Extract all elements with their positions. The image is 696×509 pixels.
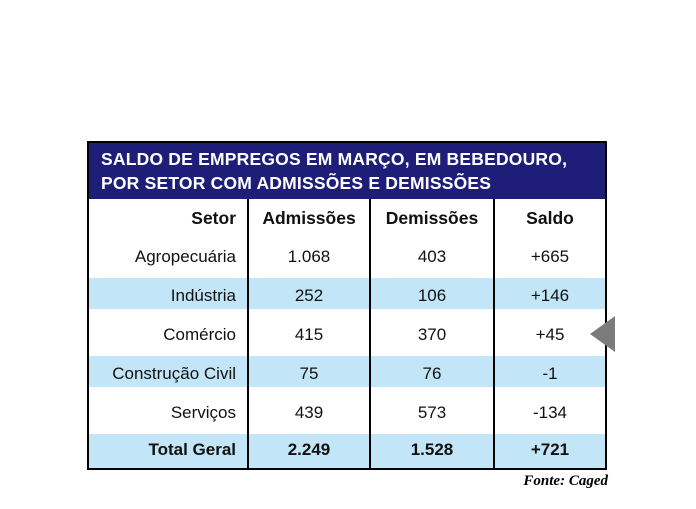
cell-setor: Comércio <box>163 324 236 344</box>
cell-admissoes: 415 <box>247 315 369 354</box>
cell-setor: Indústria <box>170 285 236 305</box>
employment-table <box>87 141 607 470</box>
cell-admissoes: 252 <box>247 276 369 315</box>
cell-admissoes: 1.068 <box>247 237 369 276</box>
table-row-construcao-civil <box>89 354 605 393</box>
cell-demissoes: 76 <box>369 354 493 393</box>
cell-saldo: +45 <box>493 315 605 354</box>
cell-setor: Construção Civil <box>112 363 236 383</box>
cell-demissoes: 1.528 <box>369 432 493 468</box>
cell-setor: Total Geral <box>148 440 236 459</box>
cell-demissoes: 573 <box>369 393 493 432</box>
table-title-line2: POR SETOR COM ADMISSÕES E DEMISSÕES <box>101 173 492 193</box>
table-row-agropecuaria <box>89 237 605 276</box>
cell-saldo: -134 <box>493 393 605 432</box>
cell-saldo: +146 <box>493 276 605 315</box>
cell-demissoes: 403 <box>369 237 493 276</box>
cell-admissoes: 439 <box>247 393 369 432</box>
cell-admissoes: 75 <box>247 354 369 393</box>
table-row-industria <box>89 276 605 315</box>
cell-setor: Agropecuária <box>134 246 236 266</box>
source-credit: Fonte: Caged <box>523 473 608 489</box>
table-row-servicos <box>89 393 605 432</box>
cell-saldo: +721 <box>493 432 605 468</box>
cell-saldo: +665 <box>493 237 605 276</box>
column-header-demissoes: Demissões <box>369 199 493 237</box>
table-title <box>89 143 605 199</box>
column-header-setor: Setor <box>191 207 236 228</box>
left-arrow-icon <box>589 315 616 353</box>
cell-demissoes: 370 <box>369 315 493 354</box>
cell-admissoes: 2.249 <box>247 432 369 468</box>
cell-saldo: -1 <box>493 354 605 393</box>
table-row-total-geral <box>89 432 605 468</box>
table-row-comercio <box>89 315 605 354</box>
table-title-line1: SALDO DE EMPREGOS EM MARÇO, EM BEBEDOURO, <box>101 149 568 169</box>
table-header-row <box>89 199 605 237</box>
column-header-admissoes: Admissões <box>247 199 369 237</box>
cell-setor: Serviços <box>170 402 236 422</box>
column-header-saldo: Saldo <box>493 199 605 237</box>
cell-demissoes: 106 <box>369 276 493 315</box>
